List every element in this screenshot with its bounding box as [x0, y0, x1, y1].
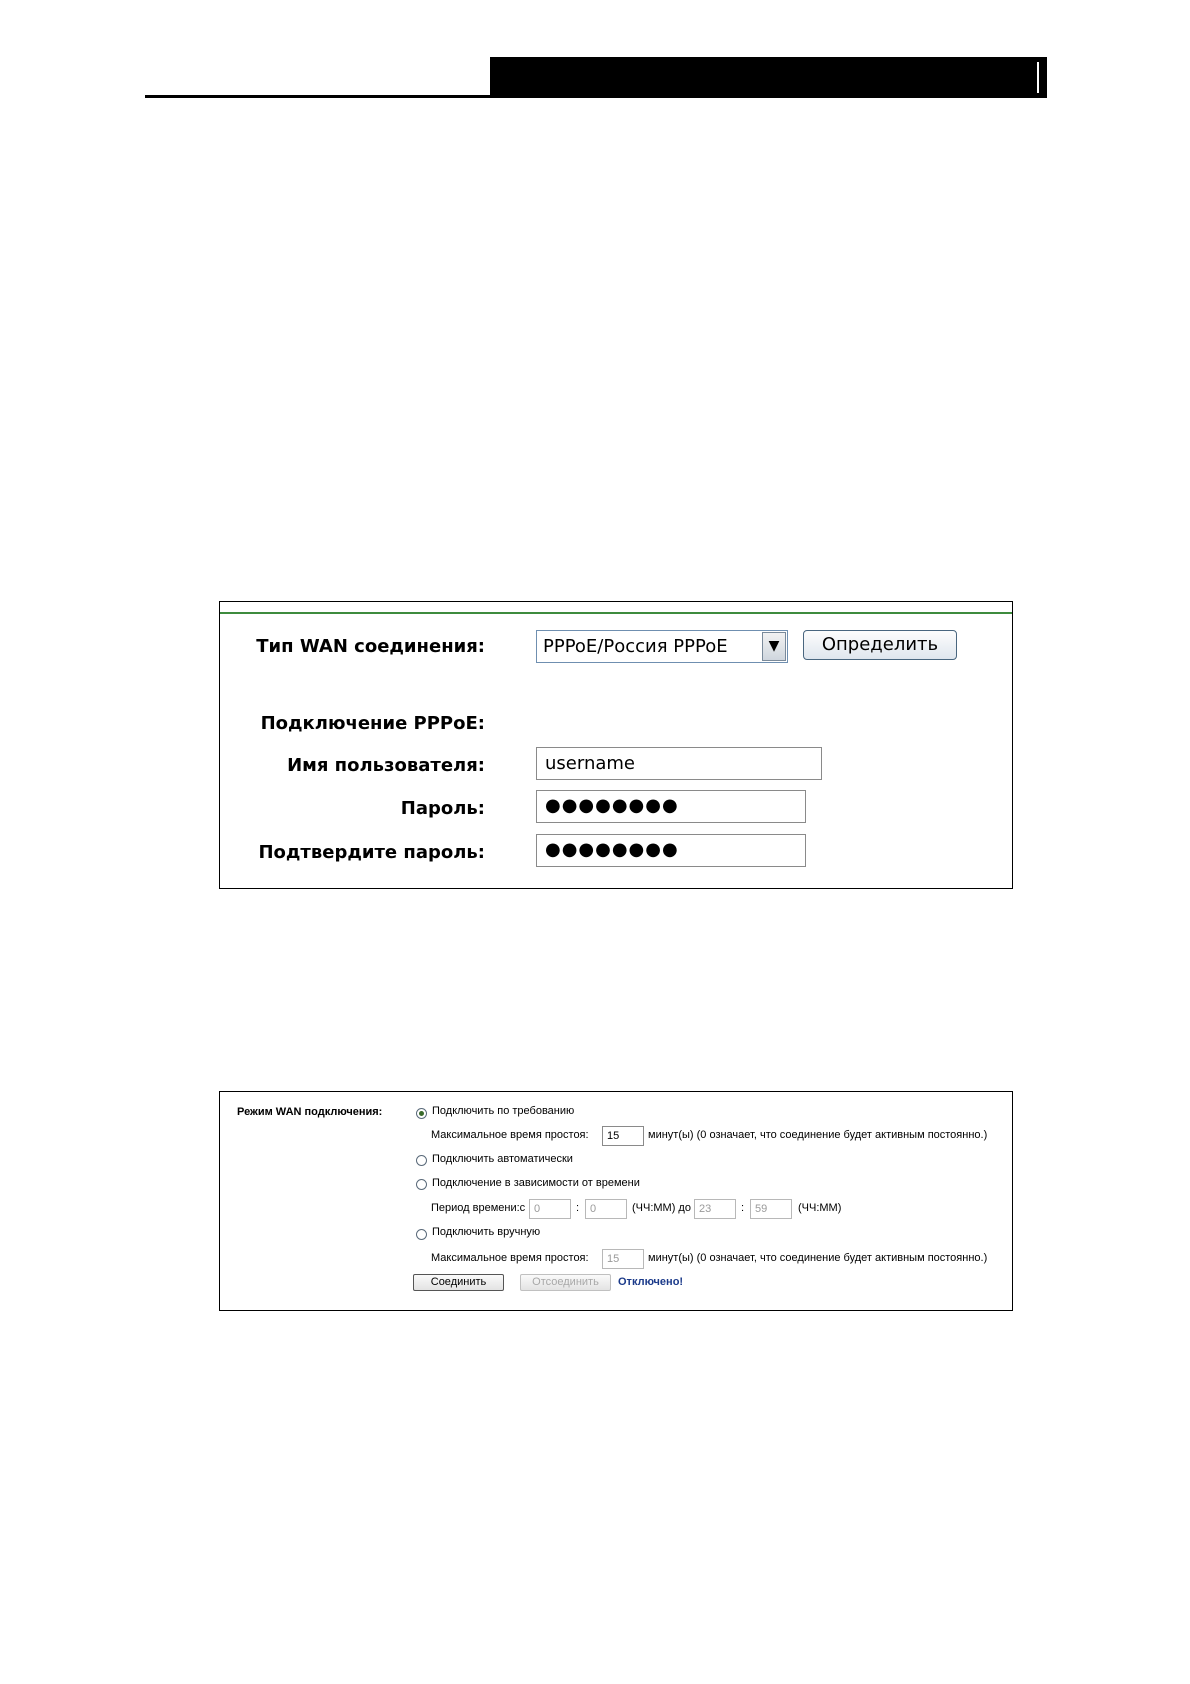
idle-time-hint-manual: минут(ы) (0 означает, что соединение будет активным постоянно.): [648, 1252, 988, 1264]
period-from-hour-input[interactable]: 0: [529, 1199, 571, 1219]
radio-on-demand[interactable]: [416, 1108, 427, 1119]
confirm-password-input[interactable]: ●●●●●●●●: [536, 834, 806, 867]
connect-button[interactable]: Соединить: [413, 1274, 504, 1291]
period-to-minute-input[interactable]: 59: [750, 1199, 792, 1219]
radio-manual[interactable]: [416, 1229, 427, 1240]
pppoe-heading: Подключение PPPoE:: [260, 713, 485, 734]
wan-settings-panel: [219, 601, 1013, 889]
header-black-bar: [490, 57, 1047, 98]
password-label: Пароль:: [400, 798, 485, 819]
period-from-minute-input[interactable]: 0: [585, 1199, 627, 1219]
idle-time-hint: минут(ы) (0 означает, что соединение будет активным постоянно.): [648, 1129, 988, 1141]
detect-button[interactable]: Определить: [803, 630, 957, 660]
connection-status: Отключено!: [618, 1276, 684, 1288]
radio-auto-label: Подключить автоматически: [432, 1153, 573, 1165]
idle-time-label: Максимальное время простоя:: [431, 1129, 589, 1141]
wan-type-select[interactable]: [536, 630, 788, 663]
connection-mode-heading: Режим WAN подключения:: [237, 1106, 383, 1118]
password-input[interactable]: ●●●●●●●●: [536, 790, 806, 823]
chevron-down-icon[interactable]: ▼: [762, 632, 786, 661]
username-label: Имя пользователя:: [287, 755, 485, 776]
idle-time-input-manual[interactable]: 15: [602, 1249, 644, 1269]
wan-type-label: Тип WAN соединения:: [256, 636, 485, 657]
panel-top-border: [220, 612, 1012, 614]
period-to-hour-input[interactable]: 23: [694, 1199, 736, 1219]
username-input[interactable]: username: [536, 747, 822, 780]
idle-time-input[interactable]: 15: [602, 1126, 644, 1146]
idle-time-label-manual: Максимальное время простоя:: [431, 1252, 589, 1264]
time-separator: :: [741, 1202, 745, 1214]
radio-time-based[interactable]: [416, 1179, 427, 1190]
radio-auto[interactable]: [416, 1155, 427, 1166]
header-divider: [1037, 62, 1039, 93]
time-separator: :: [576, 1202, 580, 1214]
radio-on-demand-label: Подключить по требованию: [432, 1105, 575, 1117]
radio-time-based-label: Подключение в зависимости от времени: [432, 1177, 640, 1189]
wan-type-value: PPPoE/Россия PPPoE: [543, 636, 728, 657]
hhmm-to-label: (ЧЧ:ММ) до: [632, 1202, 691, 1214]
hhmm-label: (ЧЧ:ММ): [798, 1202, 842, 1214]
connection-mode-panel: [219, 1091, 1013, 1311]
period-label: Период времени:с: [431, 1202, 526, 1214]
confirm-password-label: Подтвердите пароль:: [258, 842, 485, 863]
disconnect-button[interactable]: Отсоединить: [520, 1274, 611, 1291]
radio-manual-label: Подключить вручную: [432, 1226, 541, 1238]
